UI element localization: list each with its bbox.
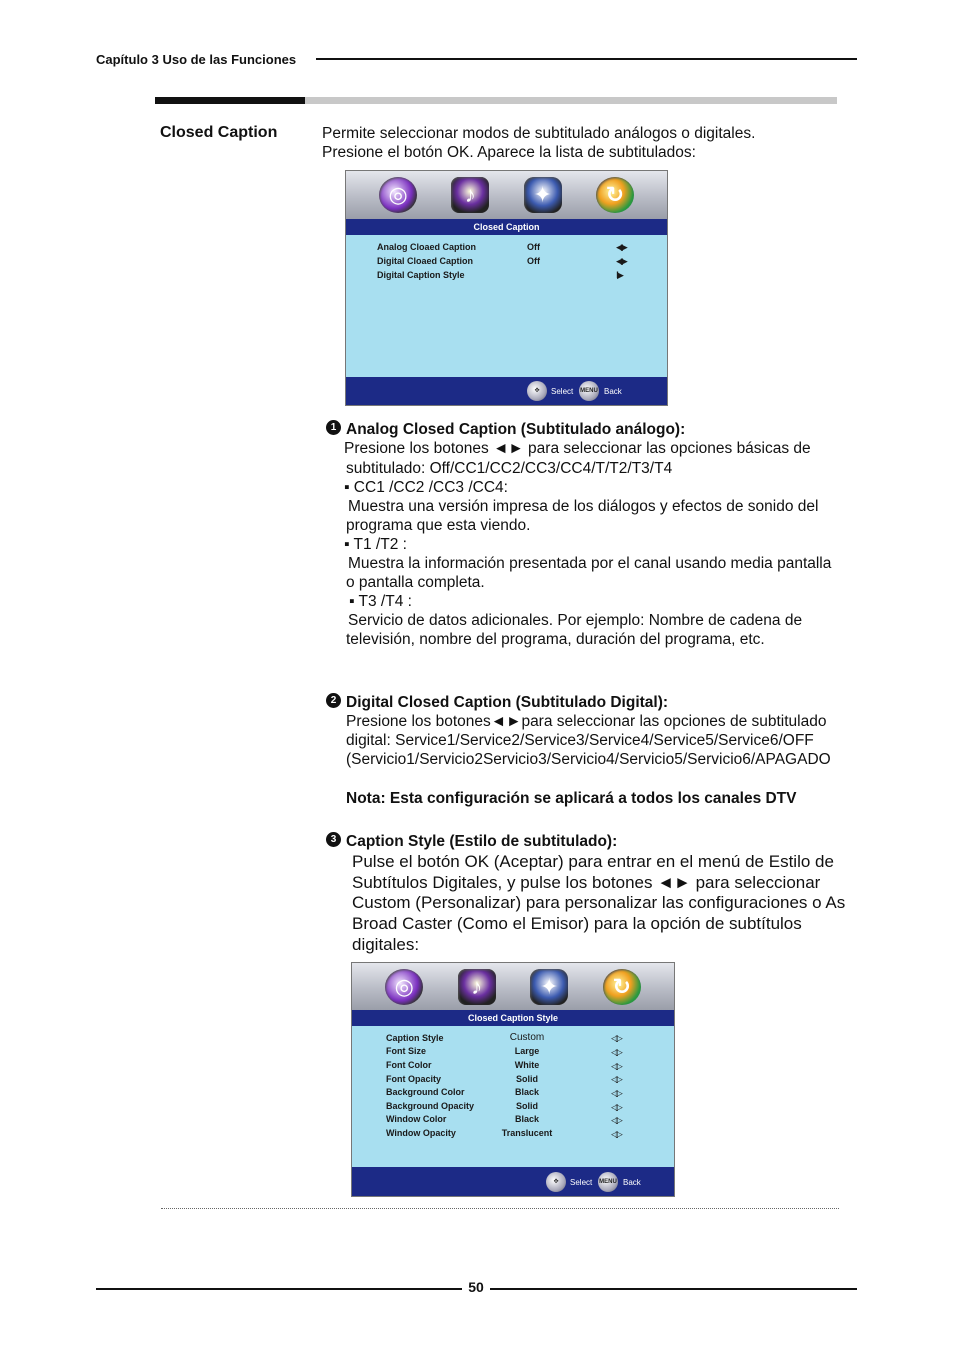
item3-line: Broad Caster (Como el Emisor) para la opción de subtítulos (352, 914, 802, 933)
menu-row-value: Solid (516, 1074, 538, 1084)
item3-line: Pulse el botón OK (Aceptar) para entrar en el menú de Estilo de (352, 852, 834, 871)
item1-line: programa que esta viendo. (346, 517, 531, 534)
item1-bullet: ▪ T1 /T2 : (344, 536, 407, 553)
dotted-divider (161, 1208, 839, 1209)
item2-line: Presione los botones◄►para seleccionar las opciones de subtitulado (346, 713, 827, 730)
item1-line: Muestra la información presentada por el canal usando media pantalla (348, 555, 832, 572)
menu-row-value: Solid (516, 1101, 538, 1111)
section-bar-dark (155, 97, 305, 104)
left-right-arrow-icon: ◁▷ (611, 1115, 621, 1125)
menu-row-label: Background Color (386, 1087, 465, 1097)
item1-bullet: ▪ CC1 /CC2 /CC3 /CC4: (344, 479, 508, 496)
left-right-arrow-icon: ◁▷ (611, 1033, 621, 1043)
chapter-header: Capítulo 3 Uso de las Funciones (96, 52, 297, 67)
item3-line: Subtítulos Digitales, y pulse los botones ◄► para seleccionar (352, 873, 821, 892)
menu-row-value: Off (527, 242, 540, 252)
audio-icon: ♪ (458, 969, 496, 1005)
intro-line: Presione el botón OK. Aparece la lista de subtitulados: (322, 144, 696, 161)
item3-line: Custom (Personalizar) para personalizar las configuraciones o As (352, 893, 846, 912)
header-rule (316, 58, 857, 60)
page-number: 50 (468, 1279, 484, 1295)
picture-icon: ◎ (379, 177, 417, 213)
closed-caption-menu-screenshot (345, 170, 668, 406)
item1-line: Servicio de datos adicionales. Por ejemplo: Nombre de cadena de (348, 612, 803, 629)
menu-row-value: Translucent (501, 1128, 553, 1138)
channel-icon: ✦ (524, 177, 562, 213)
left-right-arrow-icon: ◁▷ (611, 1074, 621, 1084)
footer-rule-left (96, 1288, 462, 1290)
menu-row-value: Off (527, 256, 540, 266)
item1-line: televisión, nombre del programa, duración del programa, etc. (346, 631, 765, 648)
item2-line: digital: Service1/Service2/Service3/Service4/Service5/Service6/OFF (346, 732, 814, 749)
item1-line: o pantalla completa. (346, 574, 485, 591)
left-right-arrow-icon: ◁▷ (611, 1088, 621, 1098)
picture-icon: ◎ (385, 969, 423, 1005)
menu-row-label: Analog Cloaed Caption (377, 242, 476, 252)
item2-note: Nota: Esta configuración se aplicará a todos los canales DTV (346, 790, 797, 807)
menu-title: Closed Caption (346, 219, 667, 235)
section-title: Closed Caption (160, 124, 278, 141)
left-right-arrow-icon: ◀▶ (616, 256, 626, 266)
item2-heading: Digital Closed Caption (Subtitulado Digital): (346, 694, 669, 711)
left-right-arrow-icon: ◁▷ (611, 1102, 621, 1112)
setup-icon: ↻ (596, 177, 634, 213)
item1-line: Muestra una versión impresa de los diálogos y efectos de sonido del (348, 498, 819, 515)
back-label: Back (604, 387, 622, 396)
menu-row-value: Custom (509, 1032, 545, 1043)
number-bullet-1: 1 (326, 420, 341, 435)
item1-line: Presione los botones ◄► para seleccionar las opciones básicas de (344, 440, 811, 457)
menu-row-label: Window Opacity (386, 1128, 456, 1138)
left-right-arrow-icon: ◁▷ (611, 1129, 621, 1139)
item1-bullet: ▪ T3 /T4 : (349, 593, 412, 610)
menu-row-label: Digital Caption Style (377, 270, 465, 280)
footer-rule-right (490, 1288, 857, 1290)
item1-line: subtitulado: Off/CC1/CC2/CC3/CC4/T/T2/T3/T4 (346, 460, 673, 477)
menu-row-label: Caption Style (386, 1033, 444, 1043)
number-bullet-3: 3 (326, 832, 341, 847)
left-right-arrow-icon: ◁▷ (611, 1061, 621, 1071)
menu-row-label: Font Size (386, 1046, 426, 1056)
menu-row-label: Font Color (386, 1060, 432, 1070)
menu-title: Closed Caption Style (352, 1010, 674, 1026)
item3-line: digitales: (352, 935, 420, 954)
channel-icon: ✦ (530, 969, 568, 1005)
item1-heading: Analog Closed Caption (Subtitulado análogo): (346, 421, 686, 438)
menu-footer (346, 377, 667, 405)
menu-icon-bar (346, 171, 667, 219)
section-intro (322, 124, 755, 162)
menu-icon-bar (352, 963, 674, 1010)
select-label: Select (551, 387, 574, 396)
dpad-icon: ✥ (527, 381, 547, 401)
menu-footer (352, 1167, 674, 1196)
menu-button-icon: MENU (579, 381, 599, 401)
left-right-arrow-icon: ◁▷ (611, 1047, 621, 1057)
left-right-arrow-icon: ◀▶ (616, 242, 626, 252)
menu-row-value: Large (514, 1046, 540, 1056)
number-bullet-2: 2 (326, 693, 341, 708)
menu-row-value: Black (514, 1087, 540, 1097)
select-label: Select (570, 1178, 593, 1187)
intro-line: Permite seleccionar modos de subtitulado análogos o digitales. (322, 125, 756, 142)
enter-arrow-icon: II▶ (616, 270, 622, 280)
audio-icon: ♪ (451, 177, 489, 213)
back-label: Back (623, 1178, 641, 1187)
caption-style-menu-screenshot (351, 962, 675, 1197)
menu-row-value: White (514, 1060, 540, 1070)
dpad-icon: ✥ (546, 1172, 566, 1192)
item3-heading: Caption Style (Estilo de subtitulado): (346, 833, 618, 850)
setup-icon: ↻ (603, 969, 641, 1005)
menu-button-icon: MENU (598, 1172, 618, 1192)
menu-row-label: Digital Cloaed Caption (377, 256, 474, 266)
menu-row-label: Window Color (386, 1114, 447, 1124)
item2-line: (Servicio1/Servicio2Servicio3/Servicio4/Servicio5/Servicio6/APAGADO (346, 751, 831, 768)
menu-row-label: Background Opacity (386, 1101, 475, 1111)
menu-row-label: Font Opacity (386, 1074, 442, 1084)
section-bar-light (305, 97, 837, 104)
menu-row-value: Black (514, 1114, 540, 1124)
